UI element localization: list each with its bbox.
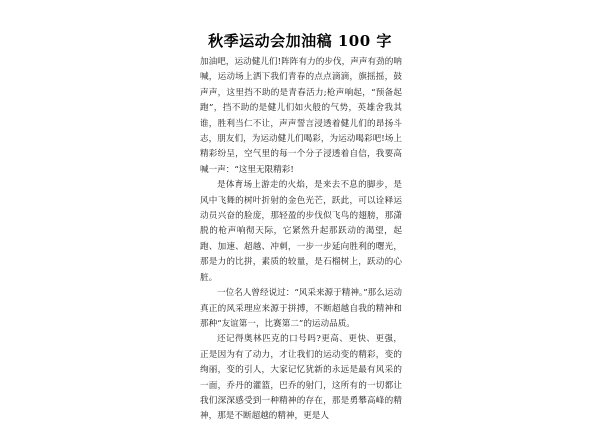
paragraph-2: 是体育场上游走的火焰，是来去不息的脚步，是风中飞舞的树叶折射的金色光芒，跃此，可以诠释运动员兴奋的脸庞，那轻盈的步伐似飞鸟的翅膀，那潇脱的枪声响彻天际，它紧然升起那跃动的渴望，起跑、加速、超越、冲刺，一步一步延向胜利的曙光，那是力的比拼，素质的较量，是石榴树上，跃动的心脏。 — [200, 180, 402, 283]
paragraph-3: 一位名人曾经说过：“风采来源于精神。”那么运动真正的风采理应来源于拼搏，不断超越自我的精神和那种“友谊第一，比赛第二”的运动品质。 — [200, 288, 402, 329]
paragraph-4: 还记得奥林匹克的口号吗?更高、更快、更强，正是因为有了动力，才让我们的运动变的精彩，变的绚丽，变的引人，大家记忆犹新的永远是最有风采的一面，乔丹的灌篮，巴乔的射门，这所有的一切都让我们深深感受到一种精神的存在，那是勇攀高峰的精神，那是不断超越的精神，更是人 — [200, 334, 402, 422]
document-body — [200, 55, 402, 425]
paragraph-1: 加油吧，运动健儿们!阵阵有力的步伐，声声有劲的呐喊，运动场上洒下我们青春的点点滴滴，旗摇摇，鼓声声，这里挡不助的是青春活力;枪声响起，“预备起跑”，挡不助的是健儿们如火般的气势，英雄舍我其谁，胜利当仁不让，声声誓言浸透着健儿们的昂扬斗志，朋友们，为运动健儿们喝彩，为运动喝彩吧!场上精彩纷呈，空气里的每一个分子浸透着自信，我要高喊一声：“这里无限精彩! — [200, 57, 402, 175]
document-title: 秋季运动会加油稿 100 字 — [208, 32, 392, 50]
